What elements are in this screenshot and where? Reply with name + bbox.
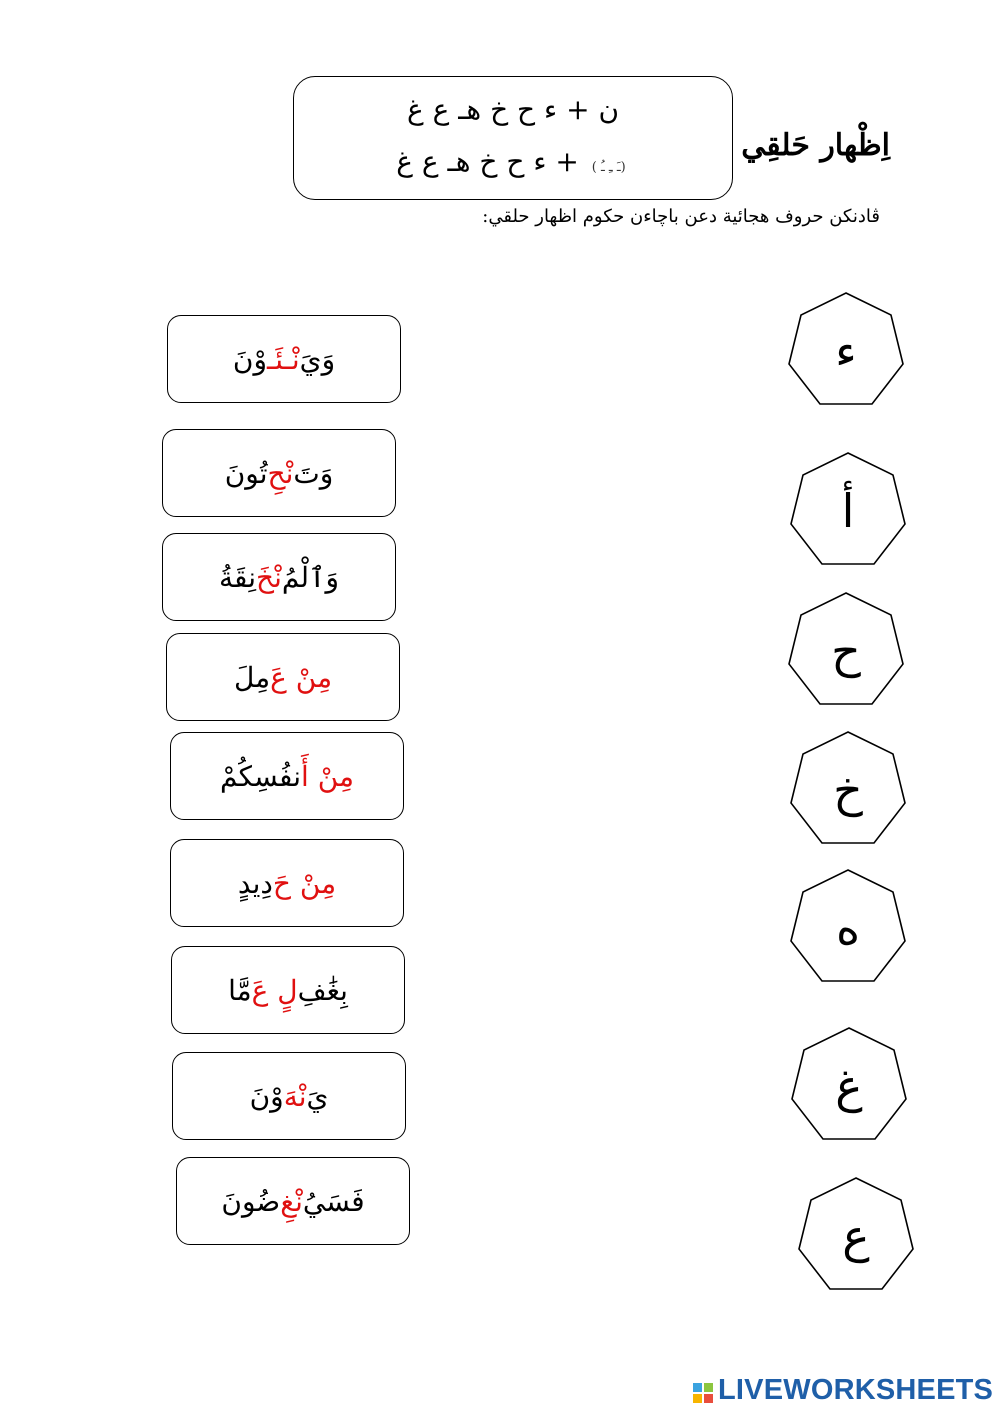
- letter: غ: [835, 1059, 863, 1113]
- letter-heptagon[interactable]: [796, 1176, 916, 1296]
- word-part: مِلَ: [233, 660, 271, 694]
- word-part: فَسَيُ: [302, 1184, 365, 1218]
- letter: ح: [831, 624, 861, 678]
- instruction: ڤادنكن حروف هجائية دعن باچاءن حكوم اظهار حلقي:: [482, 206, 880, 227]
- word-box[interactable]: [171, 946, 405, 1034]
- word-part: وَٱلْمُ: [281, 560, 339, 594]
- word-box[interactable]: [176, 1157, 410, 1245]
- word-highlight: مِنْ حَ: [272, 866, 337, 900]
- brand-grid-icon: [692, 1379, 714, 1401]
- word-box[interactable]: [162, 533, 396, 621]
- word-box[interactable]: [166, 633, 400, 721]
- word-part: دِيدٍ: [237, 866, 273, 900]
- letter: ه: [835, 901, 861, 955]
- word-part: وْنَ: [249, 1079, 284, 1113]
- rule-box: [293, 76, 733, 200]
- word-box[interactable]: [170, 732, 404, 820]
- word-highlight: نْهَ: [283, 1079, 307, 1113]
- word-highlight: نْـئَـ: [267, 342, 300, 376]
- word-box[interactable]: [167, 315, 401, 403]
- brand-name: LIVEWORKSHEETS: [718, 1373, 994, 1406]
- word-part: مَّا: [228, 973, 252, 1007]
- letter-heptagon[interactable]: [788, 730, 908, 850]
- letter-heptagon[interactable]: [788, 868, 908, 988]
- letter-heptagon[interactable]: [789, 1026, 909, 1146]
- rule-line-1: ن + ء ح خ هـ ع غ: [406, 93, 620, 126]
- word-part: يَ: [306, 1079, 329, 1113]
- word-part: وَتَ: [293, 456, 334, 490]
- harakat-hint: (ـَ ـِ ـُ ): [591, 160, 626, 175]
- word-box[interactable]: [172, 1052, 406, 1140]
- letter: أ: [841, 484, 855, 538]
- letter-heptagon[interactable]: [788, 451, 908, 571]
- word-highlight: نْغِ: [280, 1184, 303, 1218]
- word-part: تُونَ: [224, 456, 268, 490]
- letter: خ: [833, 763, 863, 817]
- word-part: بِغَٰفِ: [297, 973, 348, 1007]
- word-part: وْنَ: [232, 342, 267, 376]
- rule-line-2-letters: + ء ح خ هـ ع غ: [396, 145, 579, 178]
- letter: ع: [842, 1209, 870, 1263]
- word-highlight: لٍ عَ: [251, 973, 298, 1007]
- word-part: وَيَ: [299, 342, 336, 376]
- page-title: اِظْهار حَلقِي: [741, 128, 890, 163]
- word-part: ضُونَ: [221, 1184, 281, 1218]
- word-highlight: نْخَ: [256, 560, 282, 594]
- word-highlight: مِنْ عَ: [270, 660, 333, 694]
- brand-logo[interactable]: [692, 1374, 993, 1406]
- word-part: نفُسِكُمْ: [219, 759, 302, 793]
- word-box[interactable]: [162, 429, 396, 517]
- word-highlight: نْحِ: [267, 456, 294, 490]
- letter-heptagon[interactable]: [786, 591, 906, 711]
- letter-heptagon[interactable]: [786, 291, 906, 411]
- rule-line-2: [294, 145, 732, 178]
- letter: ء: [835, 324, 857, 378]
- word-highlight: مِنْ أَ: [301, 759, 355, 793]
- word-part: نِقَةُ: [219, 560, 256, 594]
- word-box[interactable]: [170, 839, 404, 927]
